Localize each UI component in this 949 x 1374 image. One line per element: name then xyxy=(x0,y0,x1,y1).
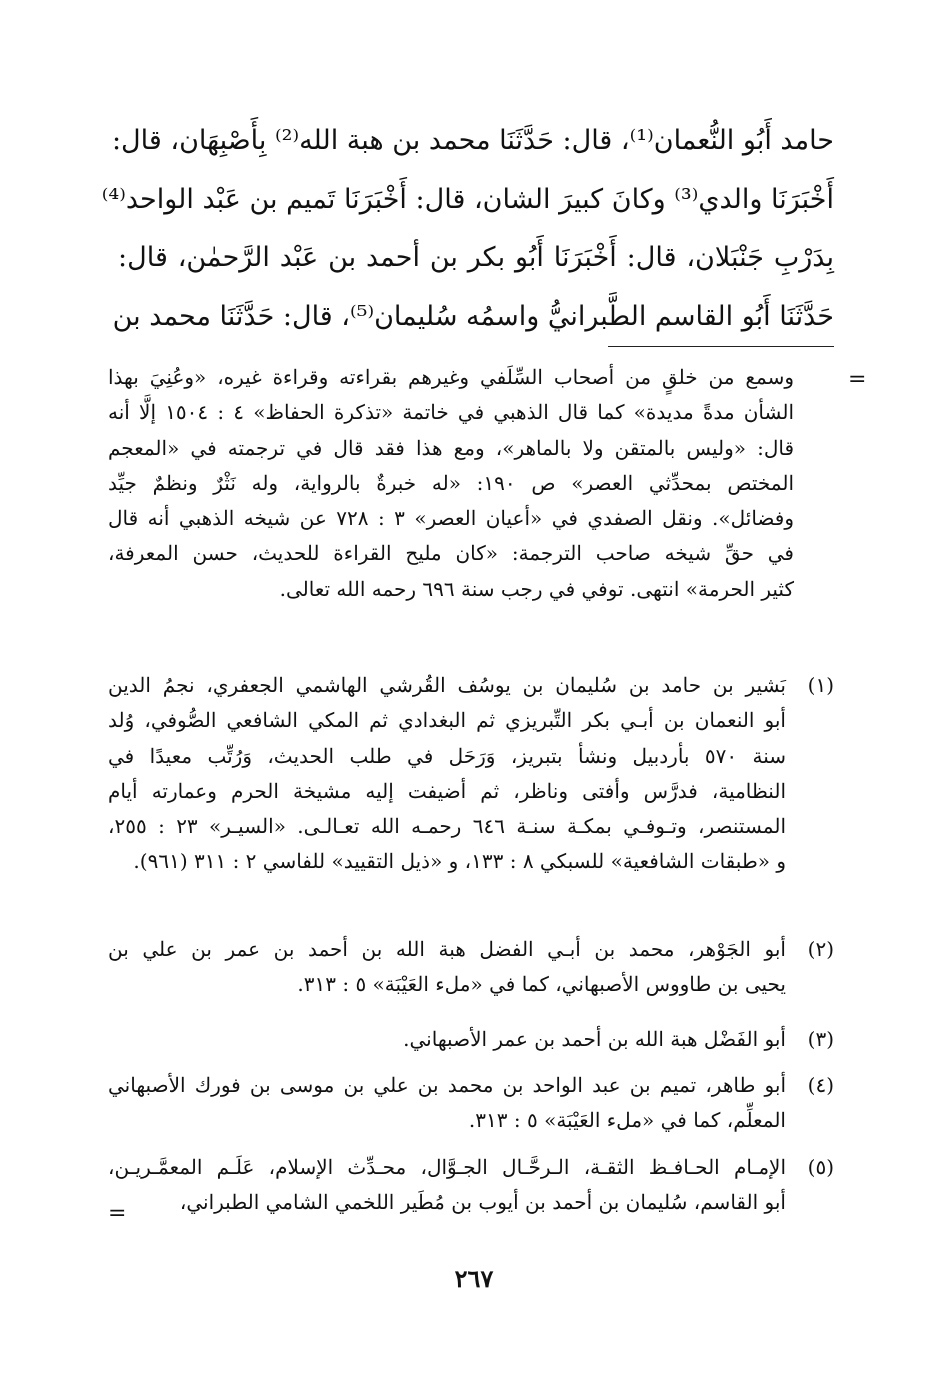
continues-marker: = xyxy=(108,1201,127,1226)
footnote-1 xyxy=(108,668,834,880)
main-text-line: بِدَرْبِ جَنْبَلان، قال: أَخْبَرَنَا أَبُو بكر بن أحمد بن عَبْد الرَّحمٰن، قال: xyxy=(118,242,834,273)
footnote-line: أبو القاسم، سُليمان بن أحمد بن أيوب بن مُطَير اللخمي الشامي الطبراني، xyxy=(179,1190,786,1215)
footnote-line: المستنصر، وتـوفـي بمكـة سنـة ٦٤٦ رحمـه الله تعـالـى. «السيـر» ٢٣ : ٢٥٥، xyxy=(108,814,787,839)
main-text-line: حَدَّثَنَا أَبُو القاسم الطَّبرانيُّ واسمُه سُليمان⁽⁵⁾، قال: حَدَّثَنَا محمد بن xyxy=(112,300,834,332)
page-number: ٢٦٧ xyxy=(454,1264,494,1293)
footnote-4 xyxy=(108,1068,834,1139)
footnote-continuation xyxy=(108,360,834,607)
footnote-line: قال: «وليس بالمتقن ولا بالماهر»، ومع هذا فقد قال في ترجمته في «المعجم xyxy=(108,435,794,460)
footnote-line: النظامية، فدرَّس وأفتى وناظر، ثم أضيفت إليه مشيخة الحرم وعمارته أيام xyxy=(108,778,786,803)
continuation-marker: = xyxy=(848,367,867,392)
footnote-number: (٤) xyxy=(807,1073,834,1097)
footnote-line: المعلِّم، كما في «ملء العَيْبَة» ٥ : ٣١٣. xyxy=(468,1108,786,1133)
footnote-line: وفضائل». ونقل الصفدي في «أعيان العصر» ٣ : ٧٢٨ عن شيخه الذهبي أنه قال xyxy=(108,506,794,531)
footnote-line: كثير الحرمة» انتهى. توفي في رجب سنة ٦٩٦ رحمه الله تعالى. xyxy=(279,576,794,601)
footnote-line: و «طبقات الشافعية» للسبكي ٨ : ١٣٣، و «ذيل التقييد» للفاسي ٢ : ٣١١ (٩٦١). xyxy=(133,849,786,874)
footnote-line: سنة ٥٧٠ بأردبيل ونشأ بتبريز، وَرَحَل في طلب الحديث، وَرُتِّب معيدًا في xyxy=(108,743,787,768)
footnote-5 xyxy=(108,1150,834,1221)
footnote-line: أبو النعمان بن أبـي بكر التِّبريزي ثم البغدادي ثم المكي الشافعي الصُّوفي، وُلد xyxy=(108,708,786,733)
footnote-number: (٢) xyxy=(807,937,834,961)
footnote-2 xyxy=(108,932,834,1003)
footnote-number: (٣) xyxy=(807,1027,834,1051)
footnote-separator xyxy=(608,346,834,347)
footnote-number: (٥) xyxy=(807,1155,834,1179)
footnote-line: المختص بمحدِّثي العصر» ص ١٩٠: «له خبرةٌ بالرواية، وله نَثْرٌ ونظمٌ جيِّد xyxy=(108,470,794,495)
footnote-line: أبو الجَوْهر، محمد بن أبـي الفضل هبة الله بن أحمد بن عمر بن علي بن xyxy=(108,937,786,961)
footnote-line: يحيى بن طاووس الأصبهاني، كما في «ملء العَيْبَة» ٥ : ٣١٣. xyxy=(297,972,786,997)
main-text-line: أَخْبَرَنَا والدي⁽³⁾ وكانَ كبيرَ الشان، قال: أَخْبَرَنَا تَميم بن عَبْد الواحد⁽⁴⁾ xyxy=(101,183,834,215)
footnote-number: (١) xyxy=(807,673,834,697)
footnote-line: وسمع من خلقٍ من أصحاب السِّلَفي وغيرهم بقراءته وقراءة غيره، «وعُنِيَ بهذا xyxy=(108,365,794,389)
footnote-3 xyxy=(108,1022,834,1057)
footnote-line: بَشير بن حامد بن سُليمان بن يوسُف القُرشي الهاشمي الجعفري، نجمُ الدين xyxy=(108,673,786,697)
footnote-line: في حقِّ شيخه صاحب الترجمة: «كان مليح القراءة للحديث، حسن المعرفة، xyxy=(108,541,794,566)
main-text xyxy=(101,112,834,346)
footnote-line: الإمـام الحـافـظ الثقـة، الـرحَّـال الجـوَّال، محـدِّث الإسلام، عَلَـم المعمَّـريـن، xyxy=(108,1155,786,1179)
footnote-line: أبو الفَضْل هبة الله بن أحمد بن عمر الأصبهاني. xyxy=(403,1027,786,1051)
main-text-line: حامد أَبُو النُّعمان⁽¹⁾، قال: حَدَّثَنَا محمد بن هبة الله⁽²⁾ بِأَصْبِهَان، قال: xyxy=(111,125,834,156)
footnote-line: أبو طاهر، تميم بن عبد الواحد بن محمد بن علي بن موسى بن فورك الأصبهاني xyxy=(108,1073,786,1097)
footnote-line: الشأن مدةً مديدة» كما قال الذهبي في خاتمة «تذكرة الحفاظ» ٤ : ١٥٠٤ إلَّا أنه xyxy=(108,400,795,425)
